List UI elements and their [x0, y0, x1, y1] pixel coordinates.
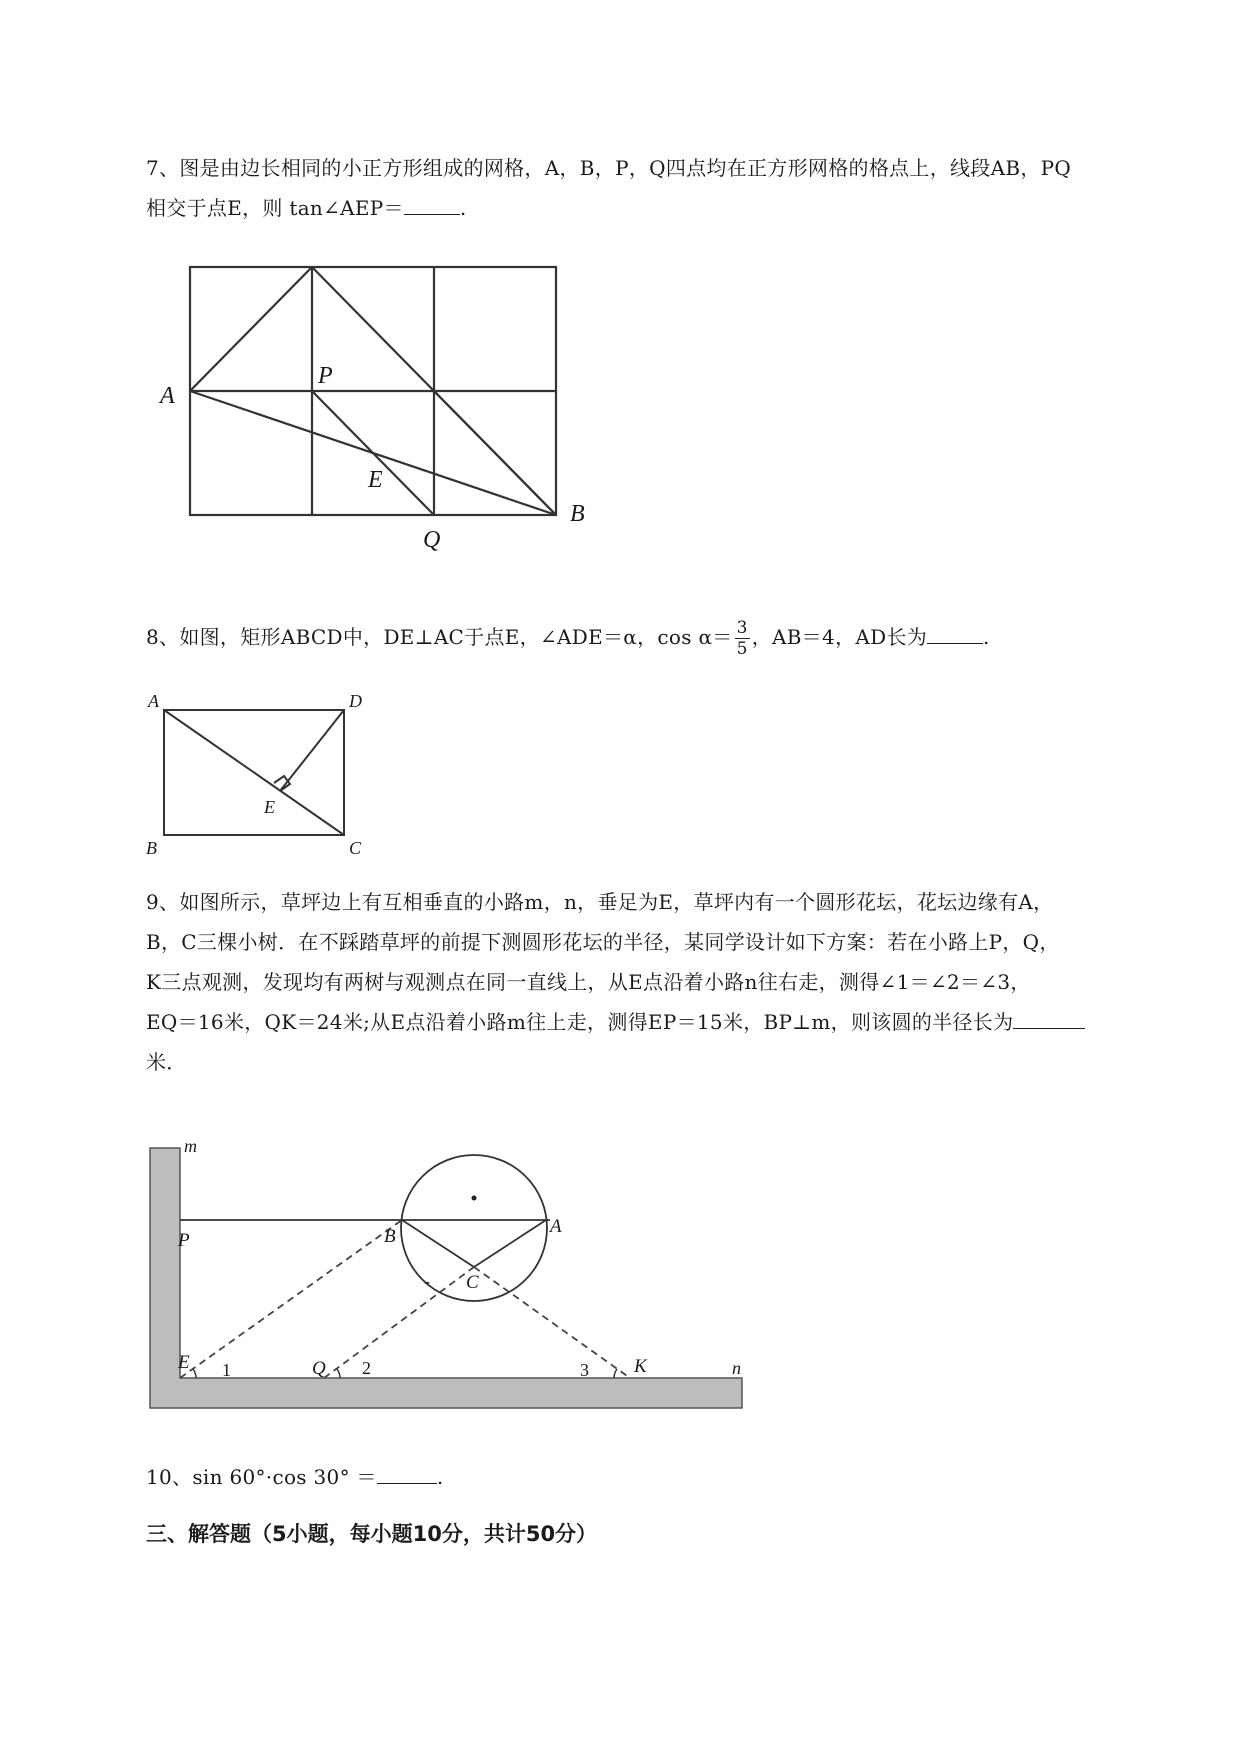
answer-blank [927, 621, 983, 644]
q9-line2: B，C三棵小树．在不踩踏草坪的前提下测圆形花坛的半径，某同学设计如下方案：若在小路上P，Q， [146, 930, 1060, 954]
question-8 [146, 612, 1156, 662]
q8-text-before: 8、如图，矩形ABCD中，DE⊥AC于点E，∠ADE＝α，cos α＝ [146, 625, 733, 649]
label-P: P [178, 1230, 190, 1251]
q7-line2 [146, 188, 1156, 228]
fraction-numerator: 3 [736, 618, 748, 638]
label-Q: Q [312, 1358, 326, 1379]
q8-text-after: ，AB＝4，AD长为 [751, 625, 928, 649]
label-n: n [732, 1358, 741, 1378]
label-D: D [349, 691, 362, 711]
q7-end: . [459, 196, 467, 220]
q10-end: . [436, 1465, 444, 1489]
label-3: 3 [580, 1360, 589, 1380]
question-9 [146, 882, 1156, 1082]
fraction-3-5 [735, 618, 750, 659]
q7-line1: 7、图是由边长相同的小正方形组成的网格，A，B，P，Q四点均在正方形网格的格点上，线段AB，PQ [146, 156, 1072, 180]
label-C: C [349, 838, 362, 858]
fraction-denominator: 5 [736, 639, 748, 659]
answer-blank [404, 192, 460, 215]
label-1: 1 [222, 1360, 231, 1380]
label-B: B [570, 501, 585, 527]
q9-line3: K三点观测，发现均有两树与观测点在同一直线上，从E点沿着小路n往右走，测得∠1＝∠2＝∠3， [146, 970, 1031, 994]
q9-line4 [146, 1002, 1156, 1042]
label-2: 2 [362, 1358, 371, 1378]
section-3-heading: 三、解答题（5小题，每小题10分，共计50分） [146, 1522, 598, 1546]
label-B: B [146, 838, 157, 858]
label-E: E [264, 797, 275, 817]
q9-line5: 米． [146, 1050, 187, 1074]
label-A: A [160, 383, 175, 409]
label-A: A [550, 1216, 562, 1237]
label-K: K [634, 1356, 647, 1377]
question-7 [146, 148, 1156, 228]
answer-blank [1013, 1006, 1085, 1029]
label-E: E [178, 1352, 190, 1373]
label-C: C [466, 1272, 479, 1293]
question-10 [146, 1457, 1156, 1497]
q8-end: . [983, 625, 990, 649]
q10-text: 10、sin 60°·cos 30° ＝ [146, 1465, 377, 1489]
label-A: A [148, 691, 159, 711]
q9-line4-text: EQ＝16米，QK＝24米;从E点沿着小路m往上走，测得EP＝15米，BP⊥m，则该圆的半径长为 [146, 1010, 1014, 1034]
label-E: E [368, 467, 383, 493]
q9-line1: 9、如图所示，草坪边上有互相垂直的小路m，n，垂足为E，草坪内有一个圆形花坛，花坛边缘有A， [146, 890, 1054, 914]
answer-blank [377, 1461, 437, 1484]
q9-flowerbed-figure [140, 1136, 741, 1430]
label-Q: Q [423, 527, 441, 553]
label-m: m [184, 1136, 197, 1156]
label-B: B [384, 1226, 396, 1247]
q7-grid-figure [150, 255, 585, 555]
q8-rectangle-figure [146, 692, 386, 857]
q7-line2-text: 相交于点E，则 tan∠AEP＝ [146, 196, 404, 220]
label-dash: - [424, 1271, 430, 1291]
label-P: P [318, 363, 333, 389]
